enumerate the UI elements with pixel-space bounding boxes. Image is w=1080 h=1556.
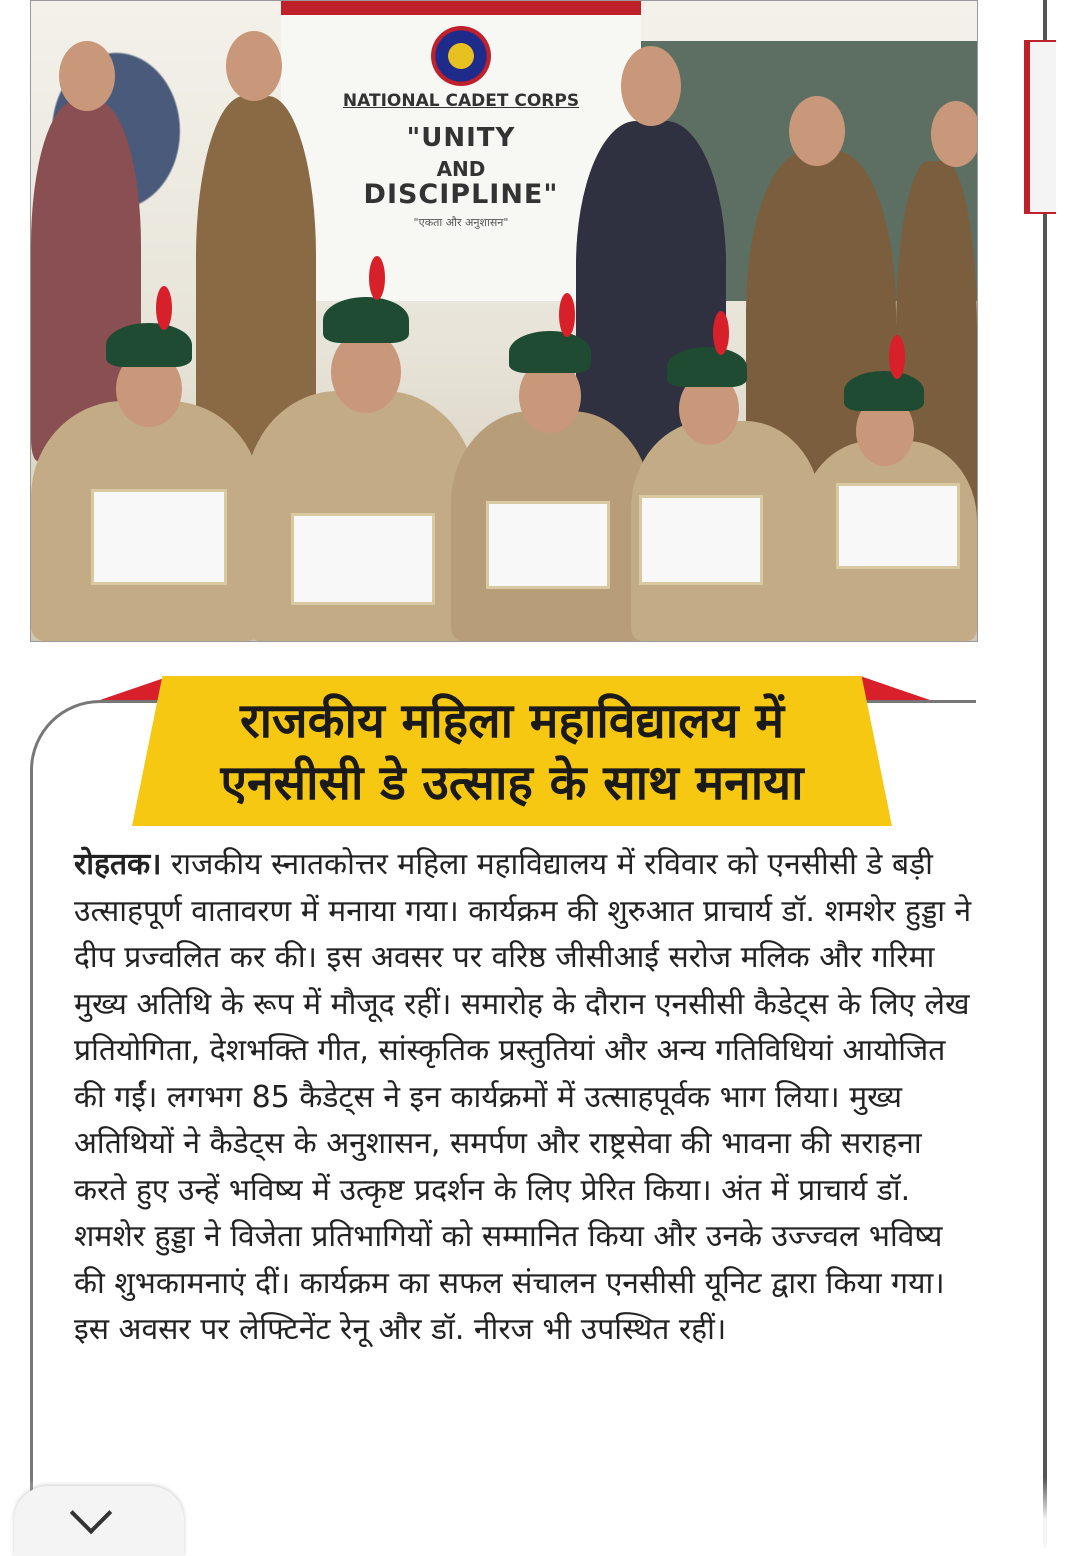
article-headline <box>132 690 892 814</box>
certificate-2 <box>291 513 435 605</box>
certificate-4 <box>639 495 763 585</box>
banner-line-5: "एकता और अनुशासन" <box>413 216 509 229</box>
banner-line-1: NATIONAL CADET CORPS <box>342 91 580 111</box>
certificate-5 <box>836 483 960 569</box>
page-edge-rule <box>1043 0 1047 1548</box>
news-photo <box>30 0 978 642</box>
banner-line-4: DISCIPLINE" <box>363 179 559 210</box>
banner-line-3: AND <box>436 157 486 181</box>
headline-line-2: एनसीसी डे उत्साह के साथ मनाया <box>220 755 804 811</box>
collapse-button[interactable] <box>14 1486 184 1556</box>
ncc-emblem-icon <box>431 26 491 86</box>
headline-line-1: राजकीय महिला महाविद्यालय में <box>239 693 785 749</box>
dateline: रोहतक। <box>74 847 162 882</box>
next-page-tab[interactable] <box>1024 40 1056 214</box>
certificate-3 <box>486 501 610 589</box>
article-body <box>74 842 974 1354</box>
certificate-1 <box>91 489 227 585</box>
banner-line-2: "UNITY <box>406 123 516 153</box>
article-body-text: राजकीय स्नातकोत्तर महिला महाविद्यालय में रविवार को एनसीसी डे बड़ी उत्साहपूर्ण वातावरण में मनाया गया। कार्यक्रम की शुरुआत प्राचार्य डॉ. शमशेर हुड्डा ने दीप प्रज्वलित कर की। इस अवसर पर वरिष्ठ जीसीआई सरोज मलिक और गरिमा मुख्य अतिथि के रूप में मौजूद रहीं। समारोह के दौरान एनसीसी कैडेट्स के लिए लेख प्रतियोगिता, देशभक्ति गीत, सांस्कृतिक प्रस्तुतियां और अन्य गतिविधियां आयोजित की गईं। लगभग 85 कैडेट्स ने इन कार्यक्रमों में उत्साहपूर्वक भाग लिया। मुख्य अतिथियों ने कैडेट्स के अनुशासन, समर्पण और राष्ट्रसेवा की भावना की सराहना करते हुए उन्हें भविष्य में उत्कृष्ट प्रदर्शन के लिए प्रेरित किया। अंत में प्राचार्य डॉ. शमशेर हुड्डा ने विजेता प्रतिभागियों को सम्मानित किया और उनके उज्ज्वल भविष्य की शुभकामनाएं दीं। कार्यक्रम का सफल संचालन एनसीसी यूनिट द्वारा किया गया। इस अवसर पर लेफ्टिनेंट रेनू और डॉ. नीरज भी उपस्थित रहीं। <box>74 847 972 1347</box>
chevron-down-icon <box>70 1492 112 1534</box>
